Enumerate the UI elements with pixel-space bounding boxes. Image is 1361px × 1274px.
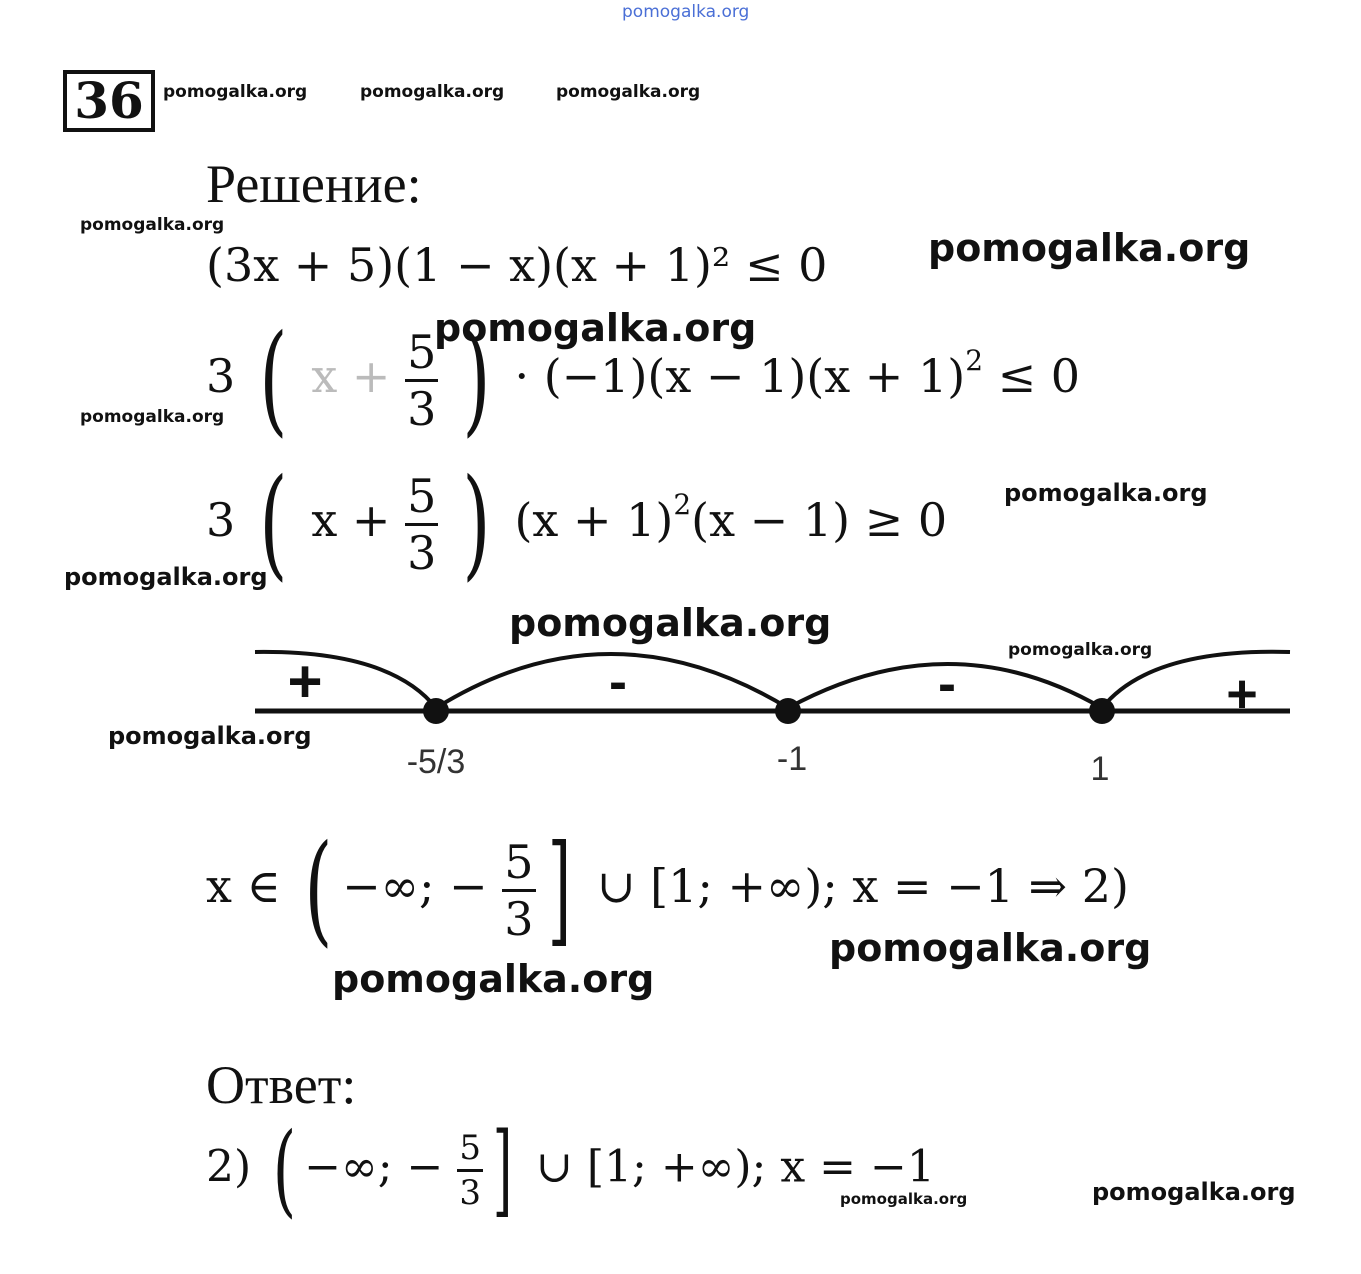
- right-bracket: ]: [492, 1111, 513, 1228]
- x-plus: x +: [311, 493, 391, 547]
- fraction-five-thirds: [405, 324, 438, 436]
- x-plus: x +: [311, 349, 391, 403]
- left-paren: (: [259, 310, 288, 449]
- watermark: pomogalka.org: [1004, 479, 1208, 507]
- denominator: 3: [459, 1172, 482, 1213]
- watermark: pomogalka.org: [556, 82, 701, 102]
- relation: ≤ 0: [997, 349, 1081, 403]
- watermark: pomogalka.org: [928, 226, 1251, 270]
- numerator: 5: [405, 329, 438, 382]
- left-paren: (: [304, 820, 333, 959]
- numerator: 5: [502, 839, 535, 892]
- critical-point-dot: [1089, 698, 1115, 724]
- watermark: pomogalka.org: [332, 957, 655, 1001]
- inequality-line-3: [206, 454, 948, 593]
- sign-label: -: [609, 652, 627, 712]
- denominator: 3: [407, 381, 437, 436]
- sign-arc: [255, 652, 436, 708]
- coefficient: 3: [206, 349, 236, 403]
- set-inner: −∞; −: [342, 859, 488, 913]
- watermark: pomogalka.org: [80, 215, 225, 235]
- denominator: 3: [504, 891, 534, 946]
- fraction-five-thirds: [502, 834, 535, 946]
- numerator: 5: [457, 1131, 483, 1172]
- critical-point-dot: [423, 698, 449, 724]
- solution-heading: Решение:: [206, 154, 422, 214]
- factor-rest: (x − 1) ≥ 0: [691, 493, 948, 547]
- exponent: 2: [673, 488, 692, 521]
- inequality-line-2: [206, 310, 1081, 449]
- answer-option: 2): [206, 1141, 252, 1193]
- factor-rest: · (−1)(x − 1)(x + 1): [514, 349, 966, 403]
- coefficient: 3: [206, 493, 236, 547]
- watermark: pomogalka.org: [80, 407, 225, 427]
- right-paren: ): [462, 454, 491, 593]
- watermark: pomogalka.org: [108, 722, 312, 750]
- watermark: pomogalka.org: [64, 563, 268, 591]
- set-prefix: x ∈: [206, 859, 281, 913]
- fraction-five-thirds: [457, 1127, 483, 1213]
- sign-label: +: [287, 648, 323, 715]
- watermark: pomogalka.org: [1092, 1178, 1296, 1206]
- inequality-line-1: (3x + 5)(1 − x)(x + 1)² ≤ 0: [206, 238, 828, 292]
- numerator: 5: [405, 473, 438, 526]
- point-label: -1: [776, 740, 808, 778]
- watermark: pomogalka.org: [509, 601, 832, 645]
- factor-mid: (x + 1): [514, 493, 674, 547]
- watermark: pomogalka.org: [840, 1190, 968, 1208]
- answer-suffix: ∪ [1; +∞); x = −1: [536, 1141, 935, 1193]
- problem-number-badge: 36: [63, 70, 155, 132]
- watermark: pomogalka.org: [360, 82, 505, 102]
- sign-label: -: [938, 654, 956, 714]
- watermark: pomogalka.org: [1008, 640, 1153, 660]
- watermark: pomogalka.org: [163, 82, 308, 102]
- sign-arc: [1102, 652, 1290, 708]
- right-bracket: ]: [547, 820, 571, 959]
- answer-line: [206, 1111, 935, 1228]
- sign-number-line: [250, 640, 1300, 790]
- critical-point-dot: [775, 698, 801, 724]
- answer-inner: −∞; −: [304, 1141, 444, 1193]
- fraction-five-thirds: [405, 468, 438, 580]
- exponent: 2: [965, 344, 984, 377]
- set-suffix: ∪ [1; +∞); x = −1 ⇒ 2): [596, 859, 1129, 913]
- answer-heading: Ответ:: [206, 1055, 357, 1115]
- sign-label: +: [1226, 664, 1258, 724]
- denominator: 3: [407, 525, 437, 580]
- solution-set-line: [206, 820, 1129, 959]
- left-paren: (: [259, 454, 288, 593]
- right-paren: ): [462, 310, 491, 449]
- watermark: pomogalka.org: [829, 926, 1152, 970]
- watermark: pomogalka.org: [434, 306, 757, 350]
- watermark-top: pomogalka.org: [622, 2, 750, 22]
- left-paren: (: [272, 1111, 297, 1228]
- point-label: 1: [1090, 750, 1110, 788]
- point-label: -5/3: [406, 743, 466, 781]
